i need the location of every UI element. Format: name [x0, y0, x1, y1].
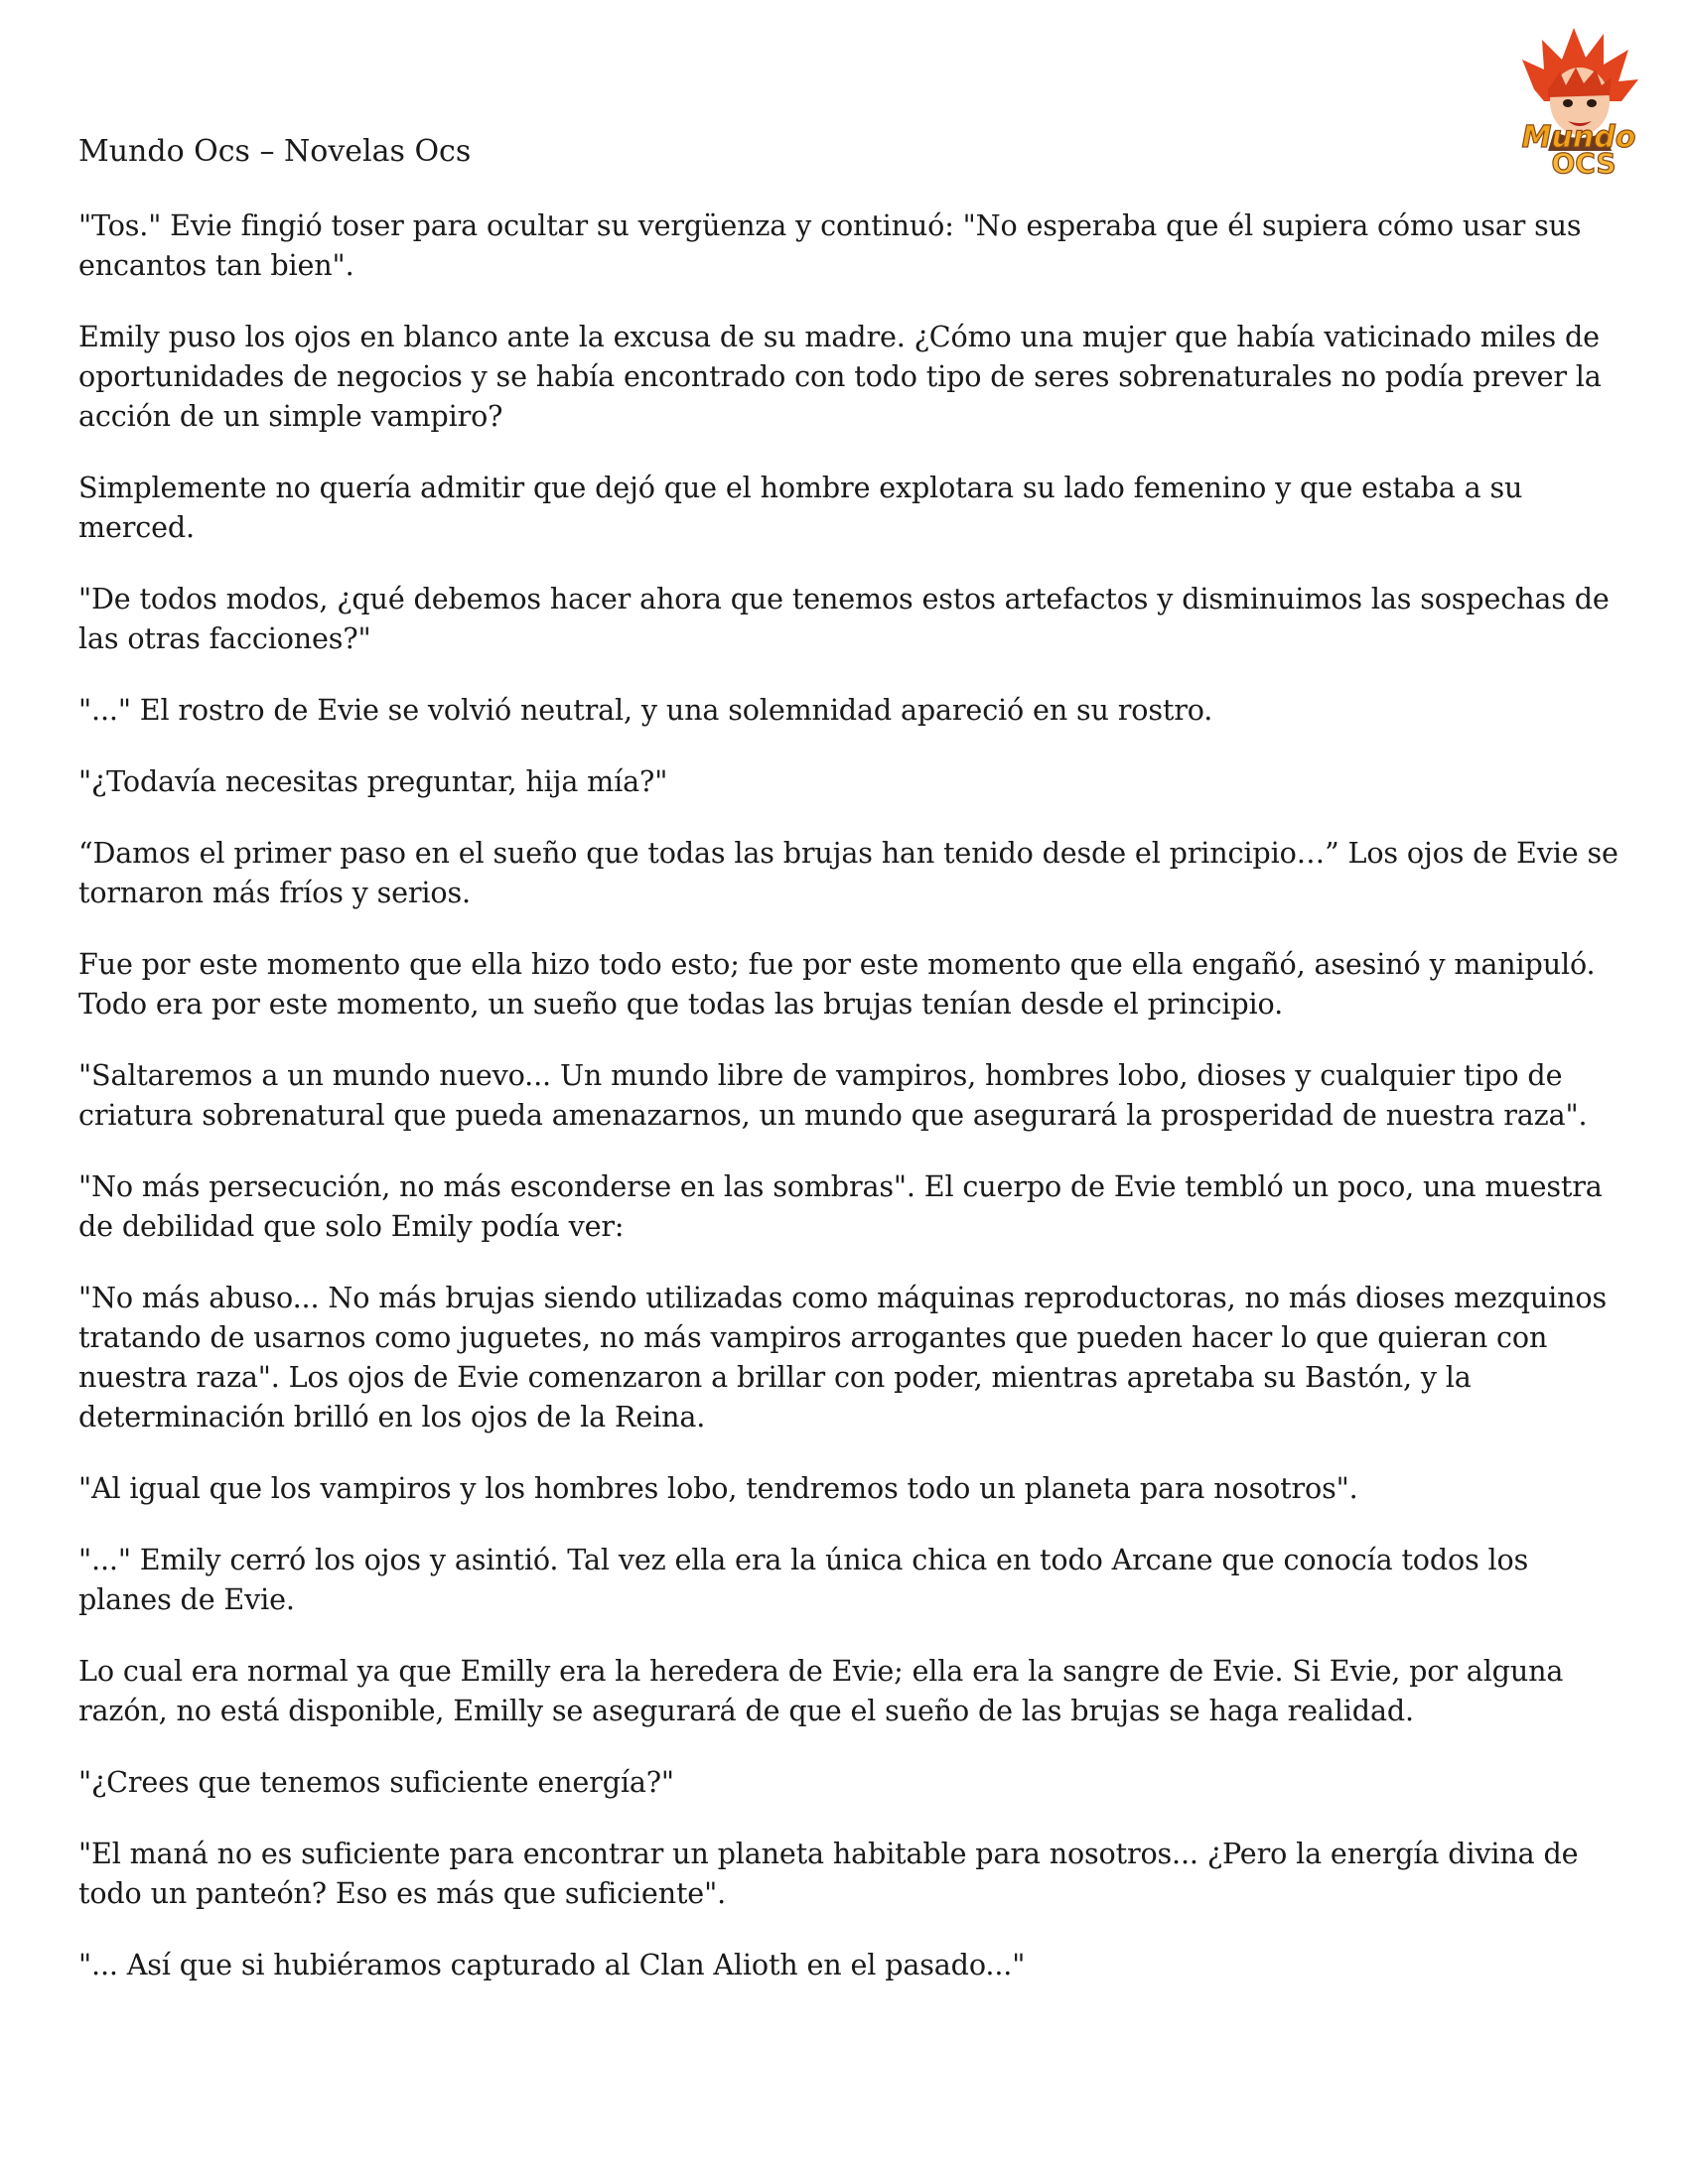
site-title: Mundo Ocs – Novelas Ocs — [78, 134, 472, 169]
paragraph: Lo cual era normal ya que Emilly era la heredera de Evie; ella era la sangre de Evie. Si Evie, por alguna razón, no está disponible, Emilly se asegurará de que el sueño de las brujas se haga realidad. — [78, 1654, 1564, 1727]
paragraph: "El maná no es suficiente para encontrar un planeta habitable para nosotros... ¿Pero la energía divina de todo un panteón? Eso es más que suficiente". — [78, 1837, 1579, 1910]
paragraph: "No más persecución, no más esconderse en las sombras". El cuerpo de Evie tembló un poco, una muestra de debilidad que solo Emily podía ver: — [78, 1169, 1603, 1243]
paragraph: “Damos el primer paso en el sueño que todas las brujas han tenido desde el principio…” Los ojos de Evie se tornaron más fríos y serios. — [78, 836, 1618, 909]
paragraph: "De todos modos, ¿qué debemos hacer ahora que tenemos estos artefactos y disminuimos las sospechas de las otras facciones?" — [78, 582, 1610, 655]
logo-text-ocs: OCS — [1551, 147, 1617, 179]
story-body — [78, 205, 1622, 2016]
paragraph: "Al igual que los vampiros y los hombres lobo, tendremos todo un planeta para nosotros". — [78, 1471, 1358, 1505]
paragraph: "Tos." Evie fingió toser para ocultar su vergüenza y continuó: "No esperaba que él supiera cómo usar sus encantos tan bien". — [78, 208, 1582, 282]
paragraph: "..." El rostro de Evie se volvió neutral, y una solemnidad apareció en su rostro. — [78, 693, 1213, 727]
paragraph: "Saltaremos a un mundo nuevo... Un mundo libre de vampiros, hombres lobo, dioses y cualquier tipo de criatura sobrenatural que pueda amenazarnos, un mundo que asegurará la prosperidad de nuestra raza". — [78, 1058, 1588, 1132]
paragraph: Simplemente no quería admitir que dejó que el hombre explotara su lado femenino y que estaba a su merced. — [78, 471, 1523, 544]
paragraph: Emily puso los ojos en blanco ante la excusa de su madre. ¿Cómo una mujer que había vaticinado miles de oportunidades de negocios y se había encontrado con todo tipo de seres sobrenaturales no podía prever la acción de un simple vampiro? — [78, 320, 1602, 433]
paragraph: "¿Crees que tenemos suficiente energía?" — [78, 1765, 674, 1799]
paragraph: "¿Todavía necesitas preguntar, hija mía?" — [78, 764, 668, 798]
paragraph: Fue por este momento que ella hizo todo esto; fue por este momento que ella engañó, asesinó y manipuló. Todo era por este momento, un sueño que todas las brujas tenían desde el principio. — [78, 947, 1596, 1021]
paragraph: "... Así que si hubiéramos capturado al Clan Alioth en el pasado..." — [78, 1948, 1026, 1981]
mundo-ocs-logo — [1504, 20, 1653, 179]
logo-text-mundo: Mundo — [1521, 120, 1636, 155]
paragraph: "No más abuso... No más brujas siendo utilizadas como máquinas reproductoras, no más dioses mezquinos tratando de usarnos como juguetes, no más vampiros arrogantes que pueden hacer lo que quieran con nuestra raza". Los ojos de Evie comenzaron a brillar con poder, mientras apretaba su Bastón, y la determinación brilló en los ojos de la Reina. — [78, 1281, 1608, 1433]
paragraph: "..." Emily cerró los ojos y asintió. Tal vez ella era la única chica en todo Arcane que conocía todos los planes de Evie. — [78, 1543, 1529, 1616]
